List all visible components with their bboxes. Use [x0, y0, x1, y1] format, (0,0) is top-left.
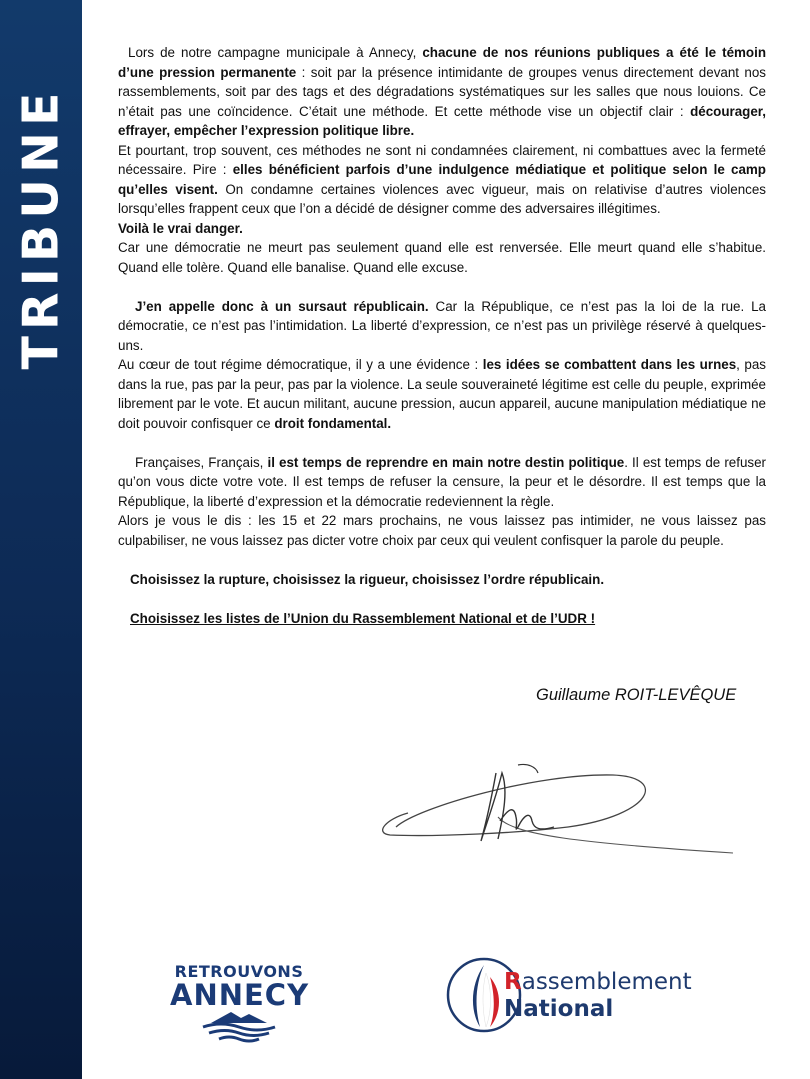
paragraph-4: Car une démocratie ne meurt pas seulement quand elle est renversée. Elle meurt quand elle s’habitue. Quand elle tolère. Quand elle banalise. Quand elle excuse.: [118, 240, 766, 275]
closing-line-1: Choisissez la rupture, choisissez la rigueur, choisissez l’ordre républicain.: [130, 571, 605, 587]
sidebar: [0, 0, 82, 1079]
spacer: [118, 277, 766, 297]
spacer: [118, 433, 766, 453]
rn-initial: R: [504, 969, 522, 995]
retrouvons-annecy-logo: [170, 963, 308, 1048]
emphasis: elles bénéficient parfois d’une indulgence médiatique et politique selon le camp qu’elles visent.: [118, 162, 766, 197]
signatory-name: Guillaume ROIT-LEVÊQUE: [536, 686, 737, 704]
text: Lors de notre campagne municipale à Annecy,: [128, 45, 423, 60]
rn-wordmark: [504, 969, 692, 1023]
text: Au cœur de tout régime démocratique, il y a une évidence :: [118, 357, 483, 372]
text: On condamne certaines violences avec vigueur, mais on relativise d’autres violences lorsqu’elles frappent ceux que l’on a décidé de désigner comme des adversaires illégitimes.: [118, 181, 766, 216]
rn-line-2: National: [504, 996, 614, 1022]
spacer: [118, 589, 766, 609]
rn-line-1: assemblement: [521, 969, 692, 995]
text: Car la République, ce n’est pas la loi de la rue. La démocratie, ce n’est pas l’intimidation. La liberté d’expression, ce n’est pas un privilège réservé à quelques-uns.: [118, 298, 766, 353]
logo-left-line-2: ANNECY: [170, 978, 310, 1012]
emphasis: il est temps de reprendre en main notre destin politique: [267, 454, 625, 470]
emphasis: Voilà le vrai danger.: [118, 220, 243, 236]
paragraph-6: [118, 355, 766, 433]
paragraph-5: [118, 297, 766, 356]
emphasis: J’en appelle donc à un sursaut républicain.: [135, 298, 429, 314]
text: Et pourtant, trop souvent, ces méthodes ne sont ni condamnées clairement, ni combattues avec la fermeté nécessaire. Pire :: [118, 142, 766, 177]
article-body: [118, 43, 766, 628]
emphasis: droit fondamental.: [274, 415, 392, 431]
text: Françaises, Français,: [135, 454, 268, 470]
paragraph-7: [118, 453, 766, 512]
paragraph-3: [118, 219, 766, 239]
text: : soit par la présence intimidante de groupes venus directement devant nos rassemblements, soit par des tags et des dégradations systématiques sur les salles que nous louions. Ce n’était pas une coïncidence. C’était une méthode. Et cette méthode vise un objectif clair :: [118, 64, 766, 119]
text: . Il est temps de refuser qu’on vous dicte votre vote. Il est temps de refuser la censure, la peur et le désordre. Il est temps que la République, la liberté d’expression et la démocratie redeviennent la règle.: [118, 454, 767, 509]
emphasis: décourager, effrayer, empêcher l’expression politique libre.: [118, 103, 766, 138]
logo-left-line-1: RETROUVONS: [174, 962, 304, 981]
rassemblement-national-logo: [446, 955, 692, 1040]
paragraph-2: [118, 141, 766, 219]
sidebar-title: TRIBUNE: [12, 86, 70, 370]
emphasis: chacune de nos réunions publiques a été le témoin d’une pression permanente: [118, 45, 766, 80]
emphasis: les idées se combattent dans les urnes: [482, 357, 737, 372]
handwritten-signature: [378, 755, 738, 865]
spacer: [118, 550, 766, 570]
paragraph-1: [118, 43, 766, 141]
mountain-wave-icon: [189, 1009, 289, 1043]
text: , pas dans la rue, pas par la peur, pas par la violence. La seule souveraineté légitime est celle du peuple, exprimée librement par le vote. Et aucun militant, aucune pression, aucun appareil, aucune manipulation médiatique ne doit pouvoir confisquer ce: [118, 357, 766, 431]
paragraph-8: Alors je vous le dis : les 15 et 22 mars prochains, ne vous laissez pas intimider, ne vous laissez pas culpabiliser, ne vous laissez pas dicter votre choix par ceux qui veulent confisquer la parole du peuple.: [118, 513, 766, 548]
closing-line-2: Choisissez les listes de l’Union du Rassemblement National et de l’UDR !: [130, 610, 596, 626]
